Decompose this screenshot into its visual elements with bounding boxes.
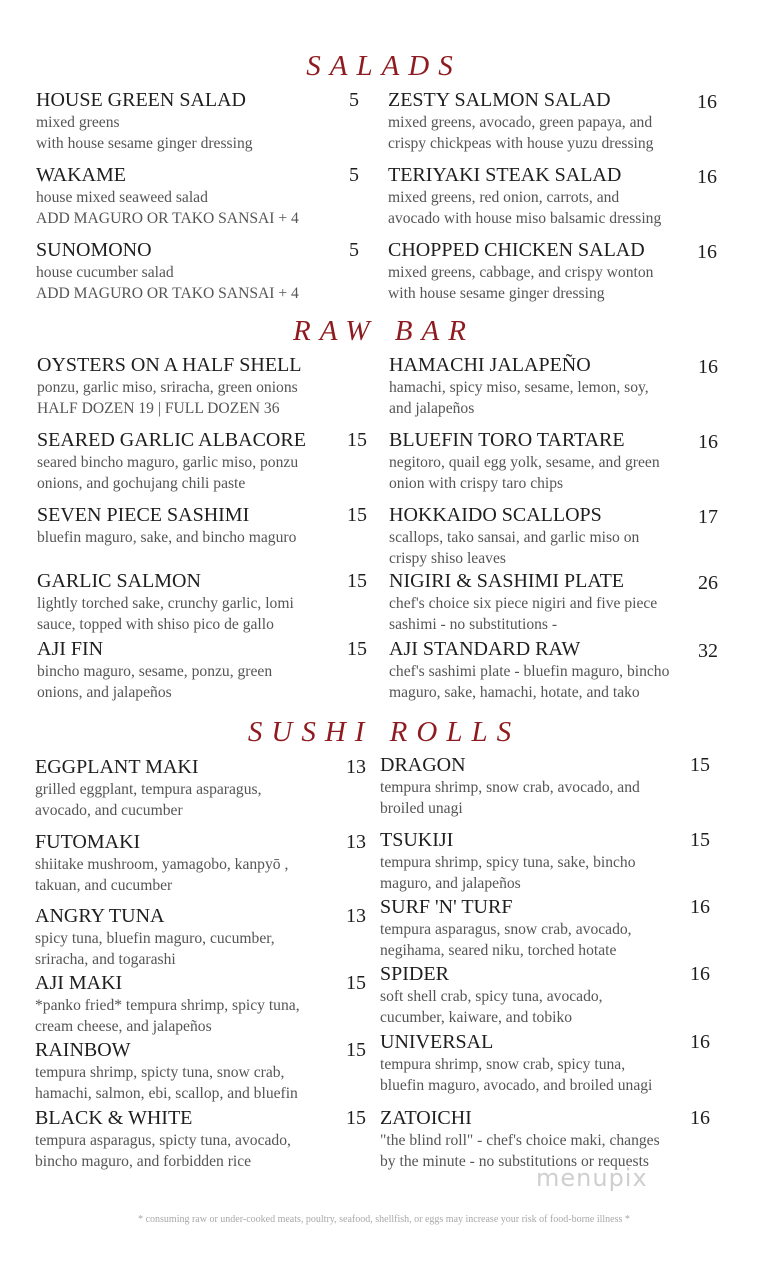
item-name: OYSTERS ON A HALF SHELL <box>37 354 302 376</box>
item-price: 15 <box>346 1107 366 1129</box>
item-description: tempura shrimp, spicty tuna, snow crab, <box>35 1064 285 1081</box>
item-price: 16 <box>697 91 717 113</box>
item-description: takuan, and cucumber <box>35 876 173 894</box>
item-price: 15 <box>690 754 710 776</box>
item-name: SEARED GARLIC ALBACORE <box>37 429 306 451</box>
item-price: 16 <box>698 356 718 378</box>
item-description: avocado with house miso balsamic dressing <box>388 209 662 227</box>
item-price: 16 <box>690 1107 710 1129</box>
item-price: 16 <box>697 241 717 263</box>
item-description: mixed greens, avocado, green papaya, and <box>388 114 653 131</box>
item-name: NIGIRI & SASHIMI PLATE <box>389 570 624 592</box>
item-description: onions, and gochujang chili paste <box>37 474 246 492</box>
item-description: avocado, and cucumber <box>35 801 183 819</box>
footer-disclaimer: * consuming raw or under-cooked meats, poultry, seafood, shellfish, or eggs may increase your risk of food-borne illness * <box>138 1214 630 1225</box>
item-name: TSUKIJI <box>380 829 454 851</box>
section-title-raw-bar: RAW BAR <box>293 315 475 347</box>
item-price: 16 <box>690 1031 710 1053</box>
item-description: negitoro, quail egg yolk, sesame, and green <box>389 454 660 471</box>
item-name: UNIVERSAL <box>380 1031 494 1053</box>
item-description: tempura shrimp, snow crab, avocado, and <box>380 779 640 796</box>
item-price: 15 <box>347 570 367 592</box>
item-description: sriracha, and togarashi <box>35 950 176 968</box>
item-description: onions, and jalapeños <box>37 683 172 701</box>
item-description: ponzu, garlic miso, sriracha, green onions <box>37 379 298 396</box>
item-description: "the blind roll" - chef's choice maki, changes <box>380 1132 660 1149</box>
item-description: cream cheese, and jalapeños <box>35 1017 212 1035</box>
item-name: WAKAME <box>36 164 126 186</box>
item-price: 5 <box>349 239 359 261</box>
item-description: maguro, and jalapeños <box>380 874 521 892</box>
item-price: 16 <box>690 896 710 918</box>
item-description: house mixed seaweed salad <box>36 189 208 206</box>
item-price: 5 <box>349 89 359 111</box>
item-name: HOKKAIDO SCALLOPS <box>389 504 602 526</box>
item-description: lightly torched sake, crunchy garlic, lomi <box>37 595 294 612</box>
item-description: by the minute - no substitutions or requests <box>380 1152 649 1170</box>
item-name: AJI MAKI <box>35 972 123 994</box>
item-description: bluefin maguro, avocado, and broiled unagi <box>380 1076 653 1094</box>
item-price: 26 <box>698 572 718 594</box>
item-description: chef's choice six piece nigiri and five piece <box>389 595 658 612</box>
item-name: FUTOMAKI <box>35 831 141 853</box>
item-name: AJI FIN <box>37 638 104 660</box>
item-price: 13 <box>346 756 366 778</box>
item-description: HALF DOZEN 19 | FULL DOZEN 36 <box>37 399 280 417</box>
item-description: seared bincho maguro, garlic miso, ponzu <box>37 454 299 471</box>
item-description: cucumber, kaiware, and tobiko <box>380 1008 573 1026</box>
item-price: 15 <box>690 829 710 851</box>
item-price: 13 <box>346 905 366 927</box>
item-description: *panko fried* tempura shrimp, spicy tuna, <box>35 997 300 1014</box>
item-description: sashimi - no substitutions - <box>389 615 558 633</box>
item-description: with house sesame ginger dressing <box>388 284 605 302</box>
item-description: with house sesame ginger dressing <box>36 134 253 152</box>
item-description: broiled unagi <box>380 799 463 817</box>
item-price: 15 <box>346 972 366 994</box>
item-price: 5 <box>349 164 359 186</box>
item-description: mixed greens, cabbage, and crispy wonton <box>388 264 654 281</box>
item-description: crispy chickpeas with house yuzu dressing <box>388 134 654 152</box>
item-description: maguro, sake, hamachi, hotate, and tako <box>389 683 640 701</box>
section-title-sushi-rolls: SUSHI ROLLS <box>247 716 521 748</box>
item-name: SURF 'N' TURF <box>380 896 513 918</box>
item-name: GARLIC SALMON <box>37 570 201 592</box>
item-description: scallops, tako sansai, and garlic miso on <box>389 529 640 546</box>
item-name: ZATOICHI <box>380 1107 472 1129</box>
item-description: and jalapeños <box>389 399 475 417</box>
item-price: 32 <box>698 640 718 662</box>
item-name: CHOPPED CHICKEN SALAD <box>388 239 645 261</box>
section-title-salads: SALADS <box>306 50 462 82</box>
item-name: SUNOMONO <box>36 239 152 261</box>
item-name: EGGPLANT MAKI <box>35 756 199 778</box>
item-price: 15 <box>347 638 367 660</box>
item-name: SPIDER <box>380 963 449 985</box>
item-description: mixed greens <box>36 114 120 131</box>
item-name: ANGRY TUNA <box>35 905 165 927</box>
item-name: DRAGON <box>380 754 466 776</box>
item-description: hamachi, spicy miso, sesame, lemon, soy, <box>389 379 649 396</box>
item-description: negihama, seared niku, torched hotate <box>380 941 617 959</box>
item-name: BLUEFIN TORO TARTARE <box>389 429 625 451</box>
item-price: 15 <box>347 429 367 451</box>
item-name: SEVEN PIECE SASHIMI <box>37 504 250 526</box>
item-description: crispy shiso leaves <box>389 549 506 567</box>
item-price: 16 <box>698 431 718 453</box>
item-description: hamachi, salmon, ebi, scallop, and bluefin <box>35 1084 298 1102</box>
item-price: 15 <box>347 504 367 526</box>
item-price: 15 <box>346 1039 366 1061</box>
item-description: soft shell crab, spicy tuna, avocado, <box>380 988 603 1005</box>
item-description: bluefin maguro, sake, and bincho maguro <box>37 529 297 546</box>
item-description: tempura asparagus, spicty tuna, avocado, <box>35 1132 291 1149</box>
item-description: chef's sashimi plate - bluefin maguro, bincho <box>389 663 670 680</box>
item-description: tempura asparagus, snow crab, avocado, <box>380 921 632 938</box>
item-description: shiitake mushroom, yamagobo, kanpyō , <box>35 856 289 873</box>
item-price: 17 <box>698 506 718 528</box>
item-description: sauce, topped with shiso pico de gallo <box>37 615 274 633</box>
item-name: HOUSE GREEN SALAD <box>36 89 246 111</box>
item-description: tempura shrimp, snow crab, spicy tuna, <box>380 1056 626 1073</box>
item-description: mixed greens, red onion, carrots, and <box>388 189 620 206</box>
item-price: 13 <box>346 831 366 853</box>
watermark-logo: menupix <box>536 1164 648 1192</box>
item-name: TERIYAKI STEAK SALAD <box>388 164 622 186</box>
item-name: HAMACHI JALAPEÑO <box>389 354 591 376</box>
item-description: grilled eggplant, tempura asparagus, <box>35 781 262 798</box>
item-description: ADD MAGURO OR TAKO SANSAI + 4 <box>36 284 299 302</box>
item-name: AJI STANDARD RAW <box>389 638 581 660</box>
item-price: 16 <box>690 963 710 985</box>
item-description: spicy tuna, bluefin maguro, cucumber, <box>35 930 275 947</box>
item-description: house cucumber salad <box>36 264 174 281</box>
item-description: tempura shrimp, spicy tuna, sake, bincho <box>380 854 636 871</box>
item-name: ZESTY SALMON SALAD <box>388 89 611 111</box>
item-description: ADD MAGURO OR TAKO SANSAI + 4 <box>36 209 299 227</box>
item-description: bincho maguro, sesame, ponzu, green <box>37 663 273 680</box>
item-price: 16 <box>697 166 717 188</box>
item-name: BLACK & WHITE <box>35 1107 193 1129</box>
item-description: onion with crispy taro chips <box>389 474 564 492</box>
item-name: RAINBOW <box>35 1039 131 1061</box>
item-description: bincho maguro, and forbidden rice <box>35 1152 252 1170</box>
